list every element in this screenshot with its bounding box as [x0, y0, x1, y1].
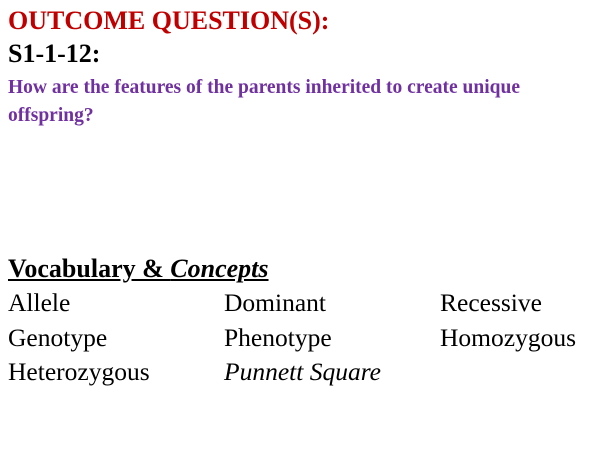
vocabulary-heading — [8, 253, 269, 285]
outcome-code: S1-1-12: — [8, 39, 101, 68]
vocab-term-dominant: Dominant — [224, 288, 326, 317]
vocab-term-genotype: Genotype — [8, 323, 108, 352]
vocabulary-heading-concepts: Concepts — [170, 254, 269, 283]
vocab-term-heterozygous: Heterozygous — [8, 357, 150, 386]
outcome-question: How are the features of the parents inherited to create unique offspring? — [8, 77, 520, 126]
vocab-term-homozygous: Homozygous — [440, 323, 576, 352]
vocab-term-phenotype: Phenotype — [224, 323, 332, 352]
vocabulary-heading-plain: Vocabulary & — [8, 254, 171, 283]
vocab-term-allele: Allele — [8, 288, 71, 317]
outcome-heading: OUTCOME QUESTION(S): — [8, 6, 330, 35]
vocab-term-recessive: Recessive — [440, 288, 542, 317]
vocab-term-punnett-square: Punnett Square — [224, 357, 381, 386]
